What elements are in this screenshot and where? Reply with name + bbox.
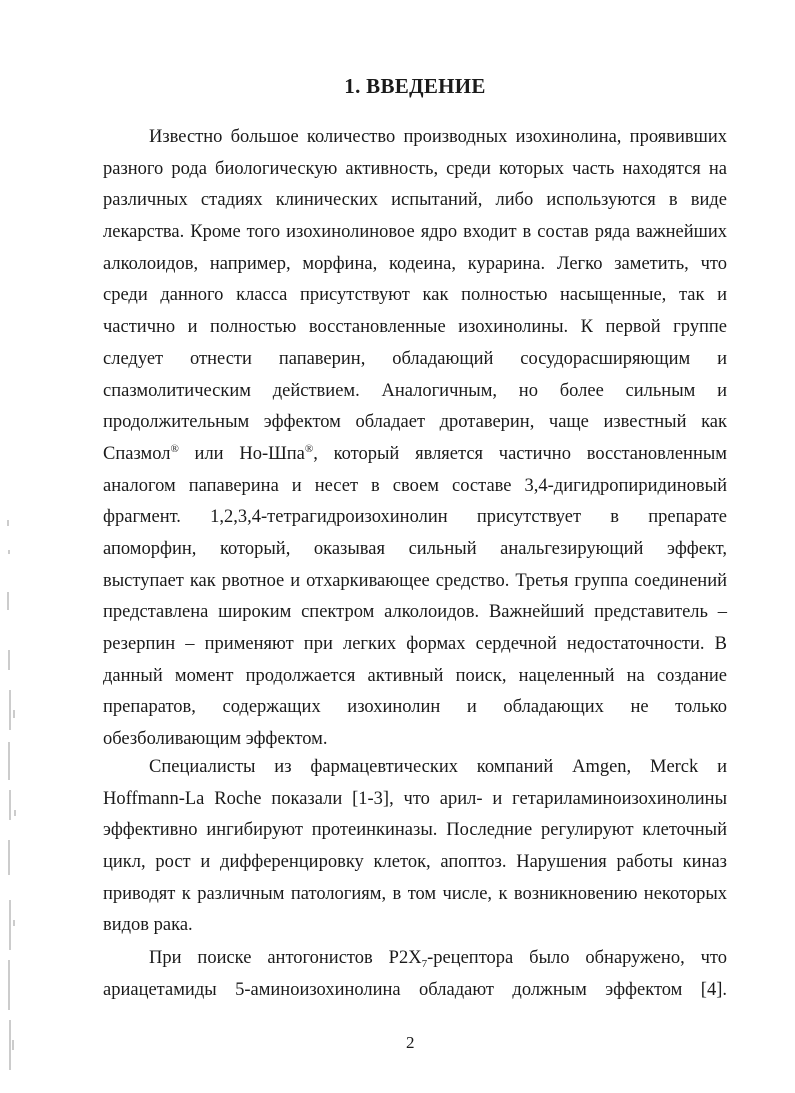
- registered-mark: ®: [304, 442, 314, 455]
- text-line: эффективно ингибируют протеинкиназы. Последние регулируют клеточный: [103, 820, 727, 841]
- subscript: 7: [421, 958, 428, 970]
- text-line: различных стадиях клинических испытаний, либо используются в виде: [103, 190, 727, 211]
- text-line: фрагмент. 1,2,3,4-тетрагидроизохинолин присутствует в препарате: [103, 507, 727, 528]
- text-line: представлена широким спектром алколоидов. Важнейший представитель –: [103, 602, 727, 623]
- text-line-subscript: [103, 943, 727, 975]
- text-fragment: Спазмол: [103, 443, 171, 464]
- text-line: следует отнести папаверин, обладающий сосудорасширяющим и: [103, 348, 727, 369]
- body-text: [103, 122, 727, 756]
- text-fragment: или Но-Шпа: [178, 443, 305, 464]
- text-line: Hoffmann-La Roche показали [1-3], что арил- и гетариламиноизохинолины: [103, 788, 727, 809]
- text-line: алколоидов, например, морфина, кодеина, курарина. Легко заметить, что: [103, 253, 727, 274]
- text-line: аналогом папаверина и несет в своем составе 3,4-дигидропиридиновый: [103, 475, 727, 496]
- body-text: [103, 943, 727, 1006]
- text-fragment: , который является частично восстановленным: [313, 443, 727, 464]
- text-line: обезболивающим эффектом.: [103, 729, 328, 750]
- text-fragment: -рецептора было обнаружено, что: [427, 948, 728, 968]
- text-line: продолжительным эффектом обладает дротаверин, чаще известный как: [103, 412, 727, 433]
- text-line-trademarks: [103, 439, 727, 471]
- text-line: ариацетамиды 5-аминоизохинолина обладают должным эффектом [4].: [103, 979, 727, 1000]
- text-line: резерпин – применяют при легких формах сердечной недостаточности. В: [103, 634, 727, 654]
- text-line: среди данного класса присутствуют как полностью насыщенные, так и: [103, 285, 727, 306]
- text-line: лекарства. Кроме того изохинолиновое ядро входит в состав ряда важнейших: [103, 222, 727, 243]
- text-line: частично и полностью восстановленные изохинолины. К первой группе: [103, 317, 727, 338]
- text-line: видов рака.: [103, 915, 193, 936]
- text-line: разного рода биологическую активность, среди которых часть находятся на: [103, 158, 727, 179]
- text-line: цикл, рост и дифференцировку клеток, апоптоз. Нарушения работы киназ: [103, 852, 727, 873]
- section-heading: 1. ВВЕДЕНИЕ: [344, 74, 486, 98]
- text-line: апоморфин, который, оказывая сильный анальгезирующий эффект,: [103, 538, 727, 559]
- page-number: 2: [406, 1033, 415, 1052]
- scan-edge-artifact: [0, 480, 30, 1080]
- registered-mark: ®: [170, 442, 179, 455]
- text-fragment: При поиске антогонистов P2X: [149, 948, 422, 968]
- text-line: спазмолитическим действием. Аналогичным, но более сильным и: [103, 380, 727, 401]
- body-text: [103, 752, 727, 942]
- text-line: данный момент продолжается активный поиск, нацеленный на создание: [103, 665, 727, 686]
- text-line: Известно большое количество производных изохинолина, проявивших: [149, 127, 727, 147]
- text-line: приводят к различным патологиям, в том числе, к возникновению некоторых: [103, 883, 727, 904]
- text-line: Специалисты из фармацевтических компаний Amgen, Merck и: [149, 757, 727, 777]
- text-line: препаратов, содержащих изохинолин и обладающих не только: [103, 697, 727, 718]
- text-line: выступает как рвотное и отхаркивающее средство. Третья группа соединений: [103, 570, 727, 591]
